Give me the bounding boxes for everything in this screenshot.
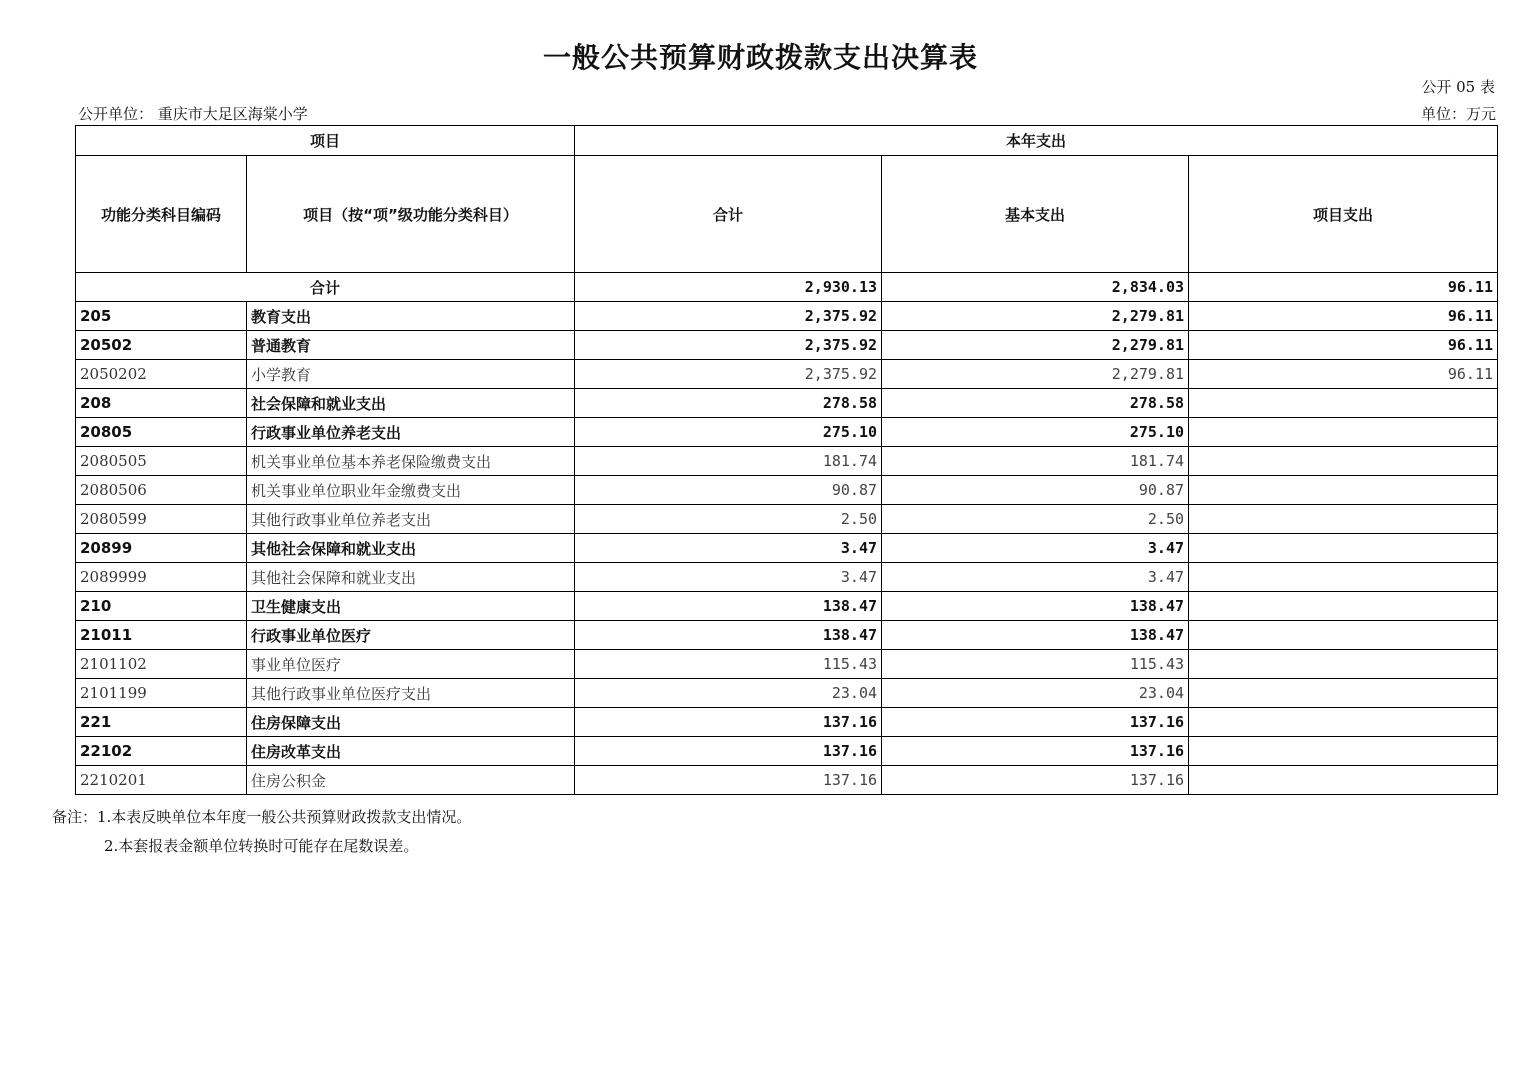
table-row — [76, 766, 1498, 795]
row-name: 行政事业单位养老支出 — [247, 418, 575, 447]
header-code: 功能分类科目编码 — [76, 156, 247, 273]
header-total: 合计 — [575, 156, 882, 273]
row-name: 其他行政事业单位医疗支出 — [247, 679, 575, 708]
row-total: 3.47 — [575, 534, 882, 563]
row-project — [1189, 563, 1498, 592]
row-code: 2080506 — [76, 476, 247, 505]
row-basic: 3.47 — [882, 563, 1189, 592]
header-project: 项目支出 — [1189, 156, 1498, 273]
header-name: 项目（按“项”级功能分类科目） — [247, 156, 575, 273]
header-row-group — [76, 126, 1498, 156]
currency-unit: 单位：万元 — [1420, 105, 1496, 123]
table-row — [76, 302, 1498, 331]
row-code: 20502 — [76, 331, 247, 360]
row-name: 其他社会保障和就业支出 — [247, 563, 575, 592]
row-project — [1189, 737, 1498, 766]
summary-label: 合计 — [76, 273, 575, 302]
row-total: 275.10 — [575, 418, 882, 447]
row-total: 138.47 — [575, 621, 882, 650]
table-row — [76, 476, 1498, 505]
row-project — [1189, 621, 1498, 650]
summary-basic: 2,834.03 — [882, 273, 1189, 302]
row-project — [1189, 650, 1498, 679]
row-basic: 115.43 — [882, 650, 1189, 679]
form-number: 公开 05 表 — [1421, 78, 1495, 96]
header-row-columns — [76, 156, 1498, 273]
row-total: 3.47 — [575, 563, 882, 592]
row-code: 2210201 — [76, 766, 247, 795]
row-code: 221 — [76, 708, 247, 737]
notes — [52, 803, 471, 861]
row-project — [1189, 476, 1498, 505]
row-name: 住房保障支出 — [247, 708, 575, 737]
row-name: 小学教育 — [247, 360, 575, 389]
table-row — [76, 505, 1498, 534]
row-project — [1189, 679, 1498, 708]
row-name: 教育支出 — [247, 302, 575, 331]
row-basic: 138.47 — [882, 621, 1189, 650]
row-total: 2,375.92 — [575, 360, 882, 389]
note-2: 2.本套报表金额单位转换时可能存在尾数误差。 — [104, 837, 419, 855]
table-row — [76, 737, 1498, 766]
table-row — [76, 389, 1498, 418]
row-project — [1189, 708, 1498, 737]
row-code: 205 — [76, 302, 247, 331]
expenditure-table — [75, 125, 1498, 795]
row-total: 137.16 — [575, 708, 882, 737]
row-project — [1189, 766, 1498, 795]
row-name: 其他社会保障和就业支出 — [247, 534, 575, 563]
row-project: 96.11 — [1189, 331, 1498, 360]
summary-row — [76, 273, 1498, 302]
row-code: 2050202 — [76, 360, 247, 389]
row-basic: 278.58 — [882, 389, 1189, 418]
row-basic: 2,279.81 — [882, 331, 1189, 360]
row-code: 2101199 — [76, 679, 247, 708]
row-name: 卫生健康支出 — [247, 592, 575, 621]
table-row — [76, 650, 1498, 679]
row-total: 278.58 — [575, 389, 882, 418]
row-total: 181.74 — [575, 447, 882, 476]
row-project: 96.11 — [1189, 360, 1498, 389]
row-basic: 137.16 — [882, 766, 1189, 795]
row-total: 115.43 — [575, 650, 882, 679]
header-item-group: 项目 — [76, 126, 575, 156]
table-row — [76, 331, 1498, 360]
row-total: 2,375.92 — [575, 302, 882, 331]
row-basic: 137.16 — [882, 737, 1189, 766]
row-code: 2101102 — [76, 650, 247, 679]
unit-line — [78, 103, 1496, 124]
row-total: 2,375.92 — [575, 331, 882, 360]
table-row — [76, 534, 1498, 563]
summary-total: 2,930.13 — [575, 273, 882, 302]
row-basic: 90.87 — [882, 476, 1189, 505]
row-code: 2089999 — [76, 563, 247, 592]
row-total: 90.87 — [575, 476, 882, 505]
summary-project: 96.11 — [1189, 273, 1498, 302]
header-current-year-group: 本年支出 — [575, 126, 1498, 156]
table-row — [76, 621, 1498, 650]
row-total: 138.47 — [575, 592, 882, 621]
row-total: 137.16 — [575, 766, 882, 795]
row-total: 137.16 — [575, 737, 882, 766]
row-name: 机关事业单位基本养老保险缴费支出 — [247, 447, 575, 476]
row-basic: 23.04 — [882, 679, 1189, 708]
row-code: 20805 — [76, 418, 247, 447]
row-code: 2080599 — [76, 505, 247, 534]
row-project — [1189, 418, 1498, 447]
row-basic: 275.10 — [882, 418, 1189, 447]
row-basic: 2.50 — [882, 505, 1189, 534]
row-name: 普通教育 — [247, 331, 575, 360]
row-code: 22102 — [76, 737, 247, 766]
table-row — [76, 447, 1498, 476]
row-code: 2080505 — [76, 447, 247, 476]
row-name: 住房改革支出 — [247, 737, 575, 766]
row-basic: 2,279.81 — [882, 360, 1189, 389]
row-total: 23.04 — [575, 679, 882, 708]
row-basic: 3.47 — [882, 534, 1189, 563]
row-code: 210 — [76, 592, 247, 621]
row-project — [1189, 534, 1498, 563]
table-row — [76, 679, 1498, 708]
row-project: 96.11 — [1189, 302, 1498, 331]
row-name: 事业单位医疗 — [247, 650, 575, 679]
row-basic: 138.47 — [882, 592, 1189, 621]
row-project — [1189, 447, 1498, 476]
row-basic: 137.16 — [882, 708, 1189, 737]
row-code: 21011 — [76, 621, 247, 650]
row-basic: 181.74 — [882, 447, 1189, 476]
row-name: 行政事业单位医疗 — [247, 621, 575, 650]
row-code: 208 — [76, 389, 247, 418]
row-name: 机关事业单位职业年金缴费支出 — [247, 476, 575, 505]
row-project — [1189, 592, 1498, 621]
row-name: 住房公积金 — [247, 766, 575, 795]
row-name: 其他行政事业单位养老支出 — [247, 505, 575, 534]
table-row — [76, 418, 1498, 447]
header-basic: 基本支出 — [882, 156, 1189, 273]
table-row — [76, 592, 1498, 621]
row-total: 2.50 — [575, 505, 882, 534]
note-1: 备注：1.本表反映单位本年度一般公共预算财政拨款支出情况。 — [52, 808, 472, 826]
reporting-unit: 公开单位： 重庆市大足区海棠小学 — [78, 105, 308, 123]
row-basic: 2,279.81 — [882, 302, 1189, 331]
row-name: 社会保障和就业支出 — [247, 389, 575, 418]
row-project — [1189, 389, 1498, 418]
page-title: 一般公共预算财政拨款支出决算表 — [542, 41, 978, 74]
table-row — [76, 708, 1498, 737]
table-row — [76, 360, 1498, 389]
row-project — [1189, 505, 1498, 534]
row-code: 20899 — [76, 534, 247, 563]
table-row — [76, 563, 1498, 592]
